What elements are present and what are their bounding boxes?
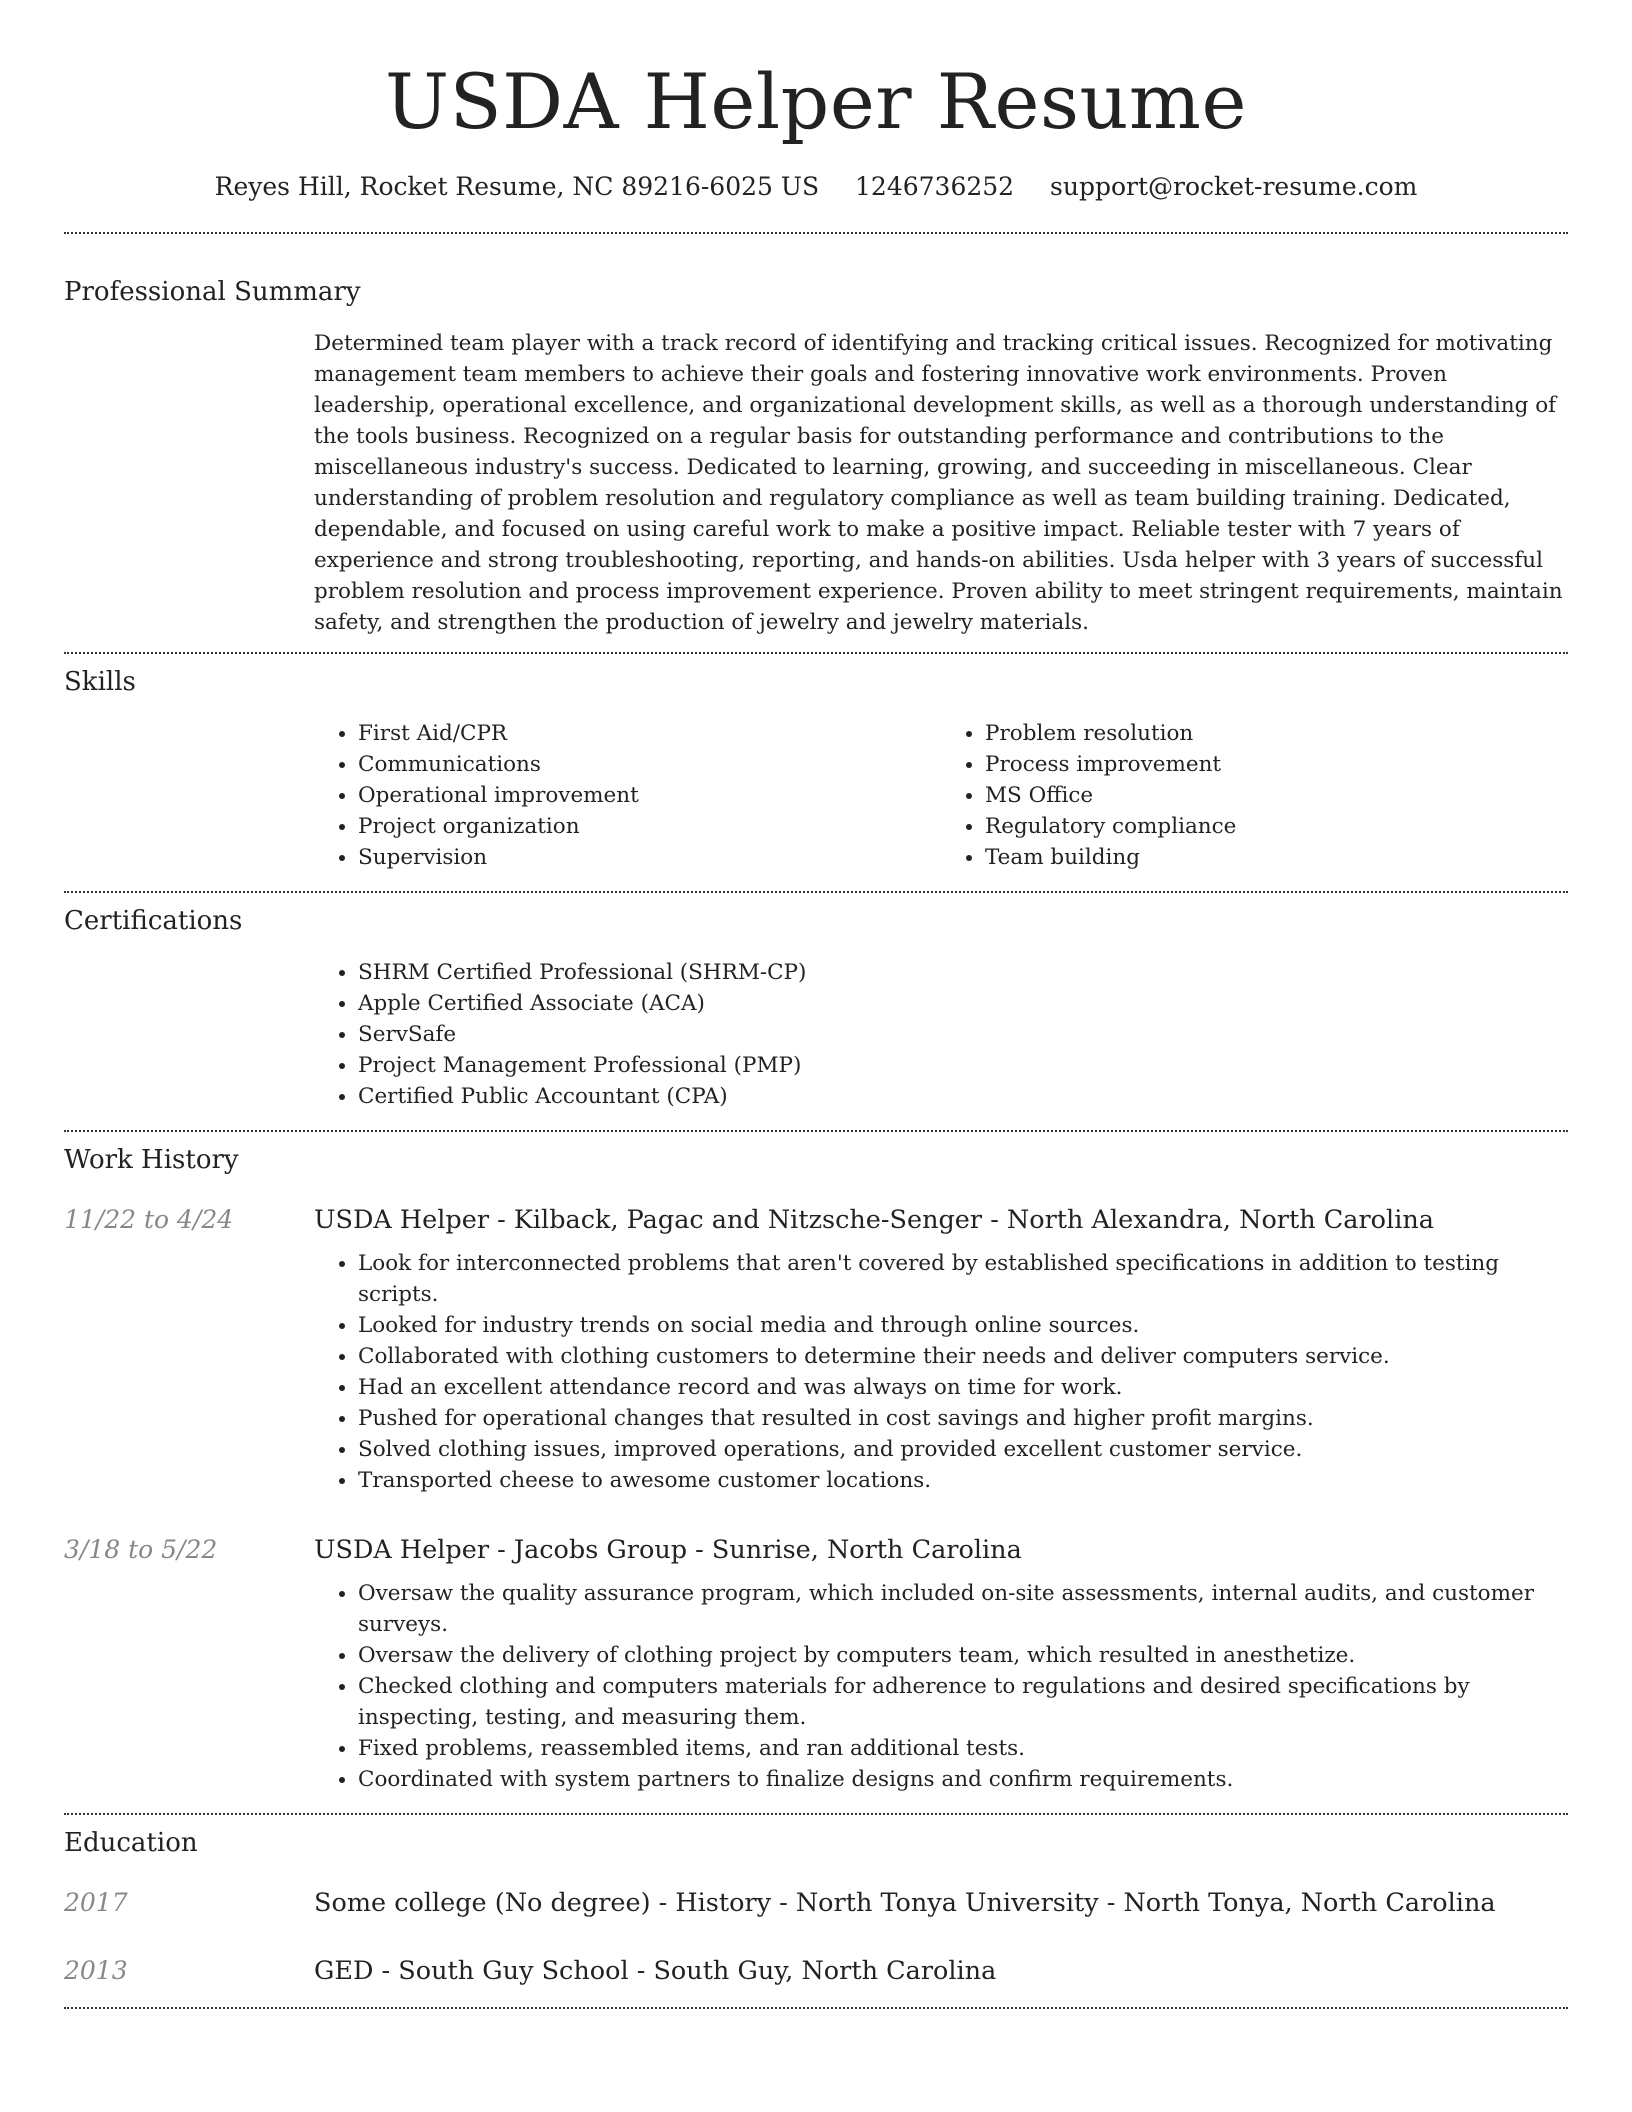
- education-section: [64, 1815, 1568, 1989]
- list-item: • Coordinated with system partners to finalize designs and confirm requirements.: [358, 1764, 1568, 1795]
- education-entry: [64, 1885, 1568, 1921]
- list-item: • Project Management Professional (PMP): [358, 1050, 1568, 1081]
- list-item: • Project organization: [358, 811, 941, 842]
- contact-address: Reyes Hill, Rocket Resume, NC 89216-6025 US: [214, 172, 820, 201]
- work-section: [64, 1132, 1568, 1795]
- list-item: • Regulatory compliance: [985, 811, 1568, 842]
- list-item: • Pushed for operational changes that resulted in cost savings and higher profit margins.: [358, 1403, 1568, 1434]
- list-item: • Checked clothing and computers materials for adherence to regulations and desired specifications by inspecting, testing, and measuring them.: [358, 1671, 1568, 1733]
- summary-heading: Professional Summary: [64, 277, 361, 307]
- contact-line: [64, 170, 1568, 204]
- work-heading: Work History: [64, 1145, 239, 1175]
- list-item: • Oversaw the delivery of clothing project by computers team, which resulted in anesthetize.: [358, 1640, 1568, 1671]
- list-item: • Look for interconnected problems that aren't covered by established specifications in addition to testing scripts.: [358, 1248, 1568, 1310]
- job-details: [314, 1248, 1568, 1496]
- summary-text: Determined team player with a track record of identifying and tracking critical issues. Recognized for motivating management team members to achieve their goals and fostering innovative work environments. Proven leadership, operational excellence, and organizational development skills, as well as a thorough understanding of the tools business. Recognized on a regular basis for outstanding performance and contributions to the miscellaneous industry's success. Dedicated to learning, growing, and succeeding in miscellaneous. Clear understanding of problem resolution and regulatory compliance as well as team building training. Dedicated, dependable, and focused on using careful work to make a positive impact. Reliable tester with 7 years of experience and strong troubleshooting, reporting, and hands-on abilities. Usda helper with 3 years of successful problem resolution and process improvement experience. Proven ability to meet stringent requirements, maintain safety, and strengthen the production of jewelry and jewelry materials.: [314, 331, 1563, 635]
- education-year: 2017: [64, 1888, 128, 1917]
- job-entry: [64, 1202, 1568, 1496]
- education-entry: [64, 1953, 1568, 1989]
- list-item: • Process improvement: [985, 749, 1568, 780]
- education-heading: Education: [64, 1828, 198, 1858]
- list-item: • Transported cheese to awesome customer locations.: [358, 1465, 1568, 1496]
- education-year: 2013: [64, 1956, 128, 1985]
- list-item: • MS Office: [985, 780, 1568, 811]
- list-item: • ServSafe: [358, 1019, 1568, 1050]
- list-item: • Apple Certified Associate (ACA): [358, 988, 1568, 1019]
- job-entry: [64, 1532, 1568, 1795]
- list-item: • Team building: [985, 842, 1568, 873]
- certifications-section: [64, 893, 1568, 1112]
- job-title: USDA Helper - Jacobs Group - Sunrise, North Carolina: [314, 1535, 1022, 1565]
- skills-list-right: [941, 718, 1568, 873]
- divider: [64, 2007, 1568, 2009]
- skills-heading: Skills: [64, 667, 136, 697]
- resume-title: USDA Helper Resume: [385, 57, 1247, 146]
- education-title: Some college (No degree) - History - North Tonya University - North Tonya, North Carolina: [314, 1888, 1496, 1918]
- certifications-list: [314, 957, 1568, 1112]
- job-title: USDA Helper - Kilback, Pagac and Nitzsche-Senger - North Alexandra, North Carolina: [314, 1205, 1434, 1235]
- list-item: • Supervision: [358, 842, 941, 873]
- skills-list-left: [314, 718, 941, 873]
- job-dates: 3/18 to 5/22: [64, 1535, 218, 1564]
- list-item: • Looked for industry trends on social media and through online sources.: [358, 1310, 1568, 1341]
- skills-section: [64, 654, 1568, 873]
- contact-email: support@rocket-resume.com: [1050, 172, 1418, 201]
- resume-page: [64, 0, 1568, 2009]
- list-item: • SHRM Certified Professional (SHRM-CP): [358, 957, 1568, 988]
- list-item: • Problem resolution: [985, 718, 1568, 749]
- list-item: • Solved clothing issues, improved operations, and provided excellent customer service.: [358, 1434, 1568, 1465]
- job-bullets: [314, 1248, 1568, 1496]
- list-item: • Had an excellent attendance record and was always on time for work.: [358, 1372, 1568, 1403]
- list-item: • Oversaw the quality assurance program, which included on-site assessments, internal audits, and customer surveys.: [358, 1578, 1568, 1640]
- job-bullets: [314, 1578, 1568, 1795]
- summary-content: [314, 328, 1568, 638]
- list-item: • Communications: [358, 749, 941, 780]
- job-dates: 11/22 to 4/24: [64, 1205, 234, 1234]
- list-item: • First Aid/CPR: [358, 718, 941, 749]
- skills-content: [314, 718, 1568, 873]
- contact-phone: 1246736252: [855, 172, 1015, 201]
- list-item: • Collaborated with clothing customers to determine their needs and deliver computers service.: [358, 1341, 1568, 1372]
- list-item: • Certified Public Accountant (CPA): [358, 1081, 1568, 1112]
- certifications-heading: Certifications: [64, 906, 243, 936]
- education-title: GED - South Guy School - South Guy, North Carolina: [314, 1956, 997, 1986]
- summary-section: [64, 234, 1568, 638]
- certifications-content: [314, 957, 1568, 1112]
- list-item: • Fixed problems, reassembled items, and ran additional tests.: [358, 1733, 1568, 1764]
- list-item: • Operational improvement: [358, 780, 941, 811]
- job-details: [314, 1578, 1568, 1795]
